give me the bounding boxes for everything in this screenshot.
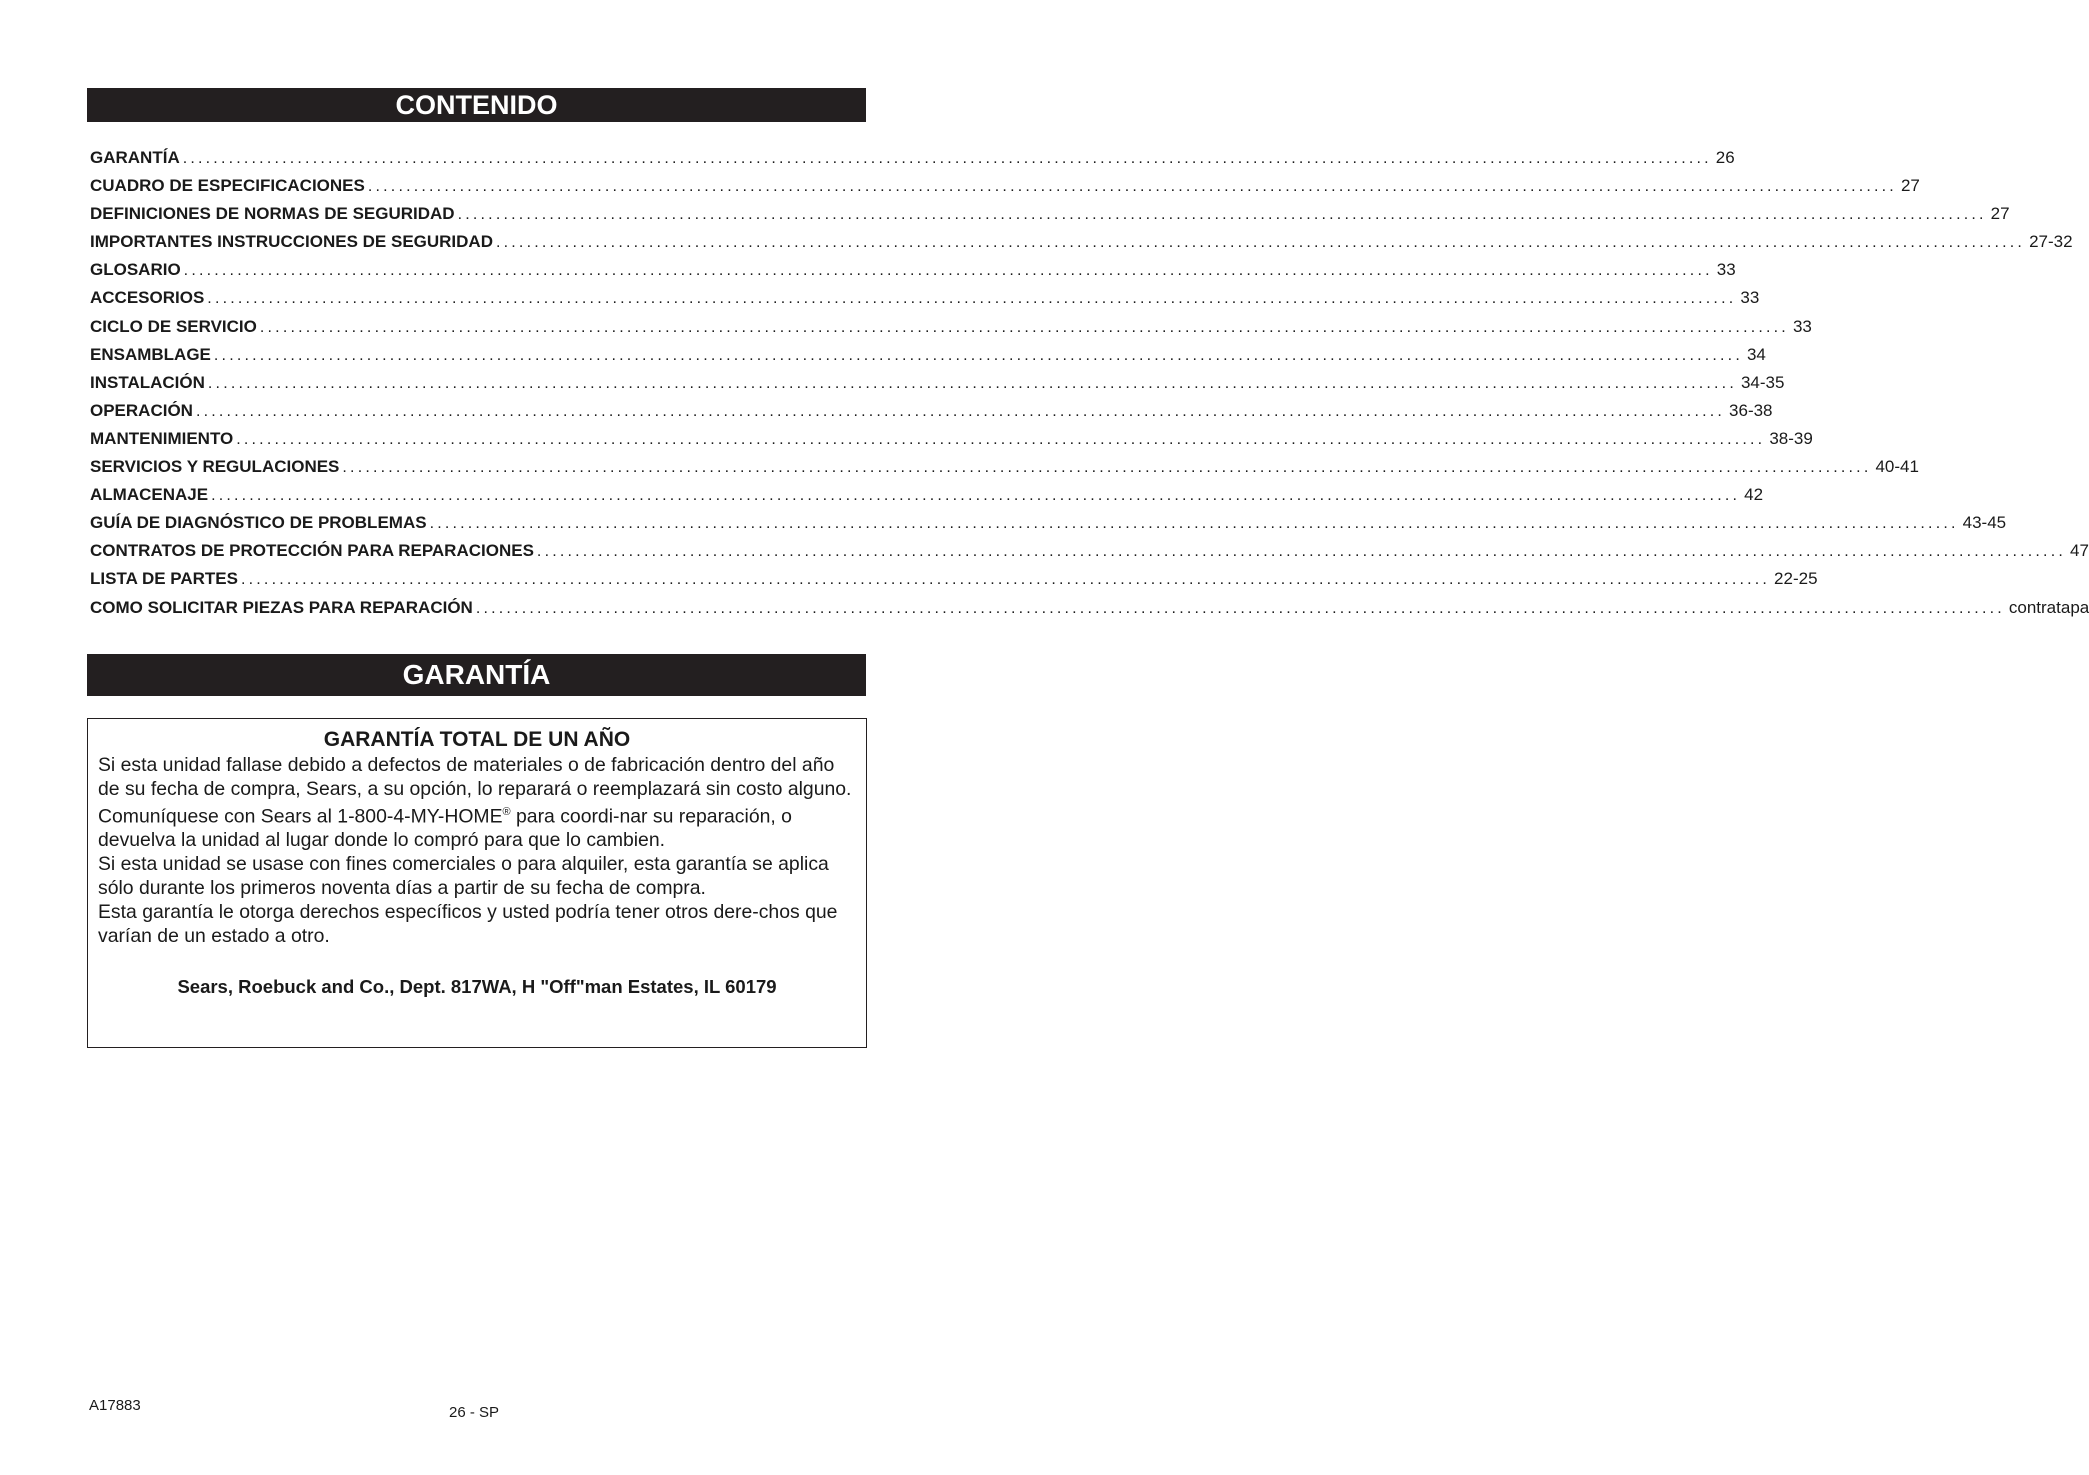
warranty-box — [87, 718, 867, 1048]
toc-entry-page: 43-45 — [1962, 513, 2007, 533]
toc-entry — [90, 176, 1920, 204]
toc-entry-label: GLOSARIO — [90, 260, 181, 280]
toc-entry-label: GUÍA DE DIAGNÓSTICO DE PROBLEMAS — [90, 513, 427, 533]
toc-dot-leader: ........................................................................................................................................................................................................ — [207, 290, 1737, 308]
warranty-title: GARANTÍA TOTAL DE UN AÑO — [323, 728, 631, 751]
toc-dot-leader: ........................................................................................................................................................................................................ — [195, 402, 1726, 420]
toc-entry-label: CONTRATOS DE PROTECCIÓN PARA REPARACIONES — [90, 541, 534, 561]
toc-dot-leader: ........................................................................................................................................................................................................ — [429, 515, 1959, 533]
toc-dot-leader: ........................................................................................................................................................................................................ — [240, 571, 1771, 589]
toc-entry-label: INSTALACIÓN — [90, 372, 205, 392]
toc-entry — [90, 513, 2007, 541]
toc-entry-label: ALMACENAJE — [90, 485, 209, 505]
toc-dot-leader: ........................................................................................................................................................................................................ — [213, 346, 1743, 364]
toc-entry — [90, 541, 2089, 569]
document-code: A17883 — [89, 1397, 141, 1414]
toc-entry-label: LISTA DE PARTES — [90, 569, 238, 589]
toc-entry-page: 40-41 — [1875, 457, 1919, 477]
toc-dot-leader: ........................................................................................................................................................................................................ — [367, 178, 1897, 196]
toc-entry-page: 27 — [1900, 176, 1920, 196]
warranty-paragraph-1 — [98, 754, 856, 852]
toc-entry-page: 47 — [2069, 541, 2089, 561]
toc-entry-page: 33 — [1740, 288, 1760, 308]
warranty-paragraph-1-start: Si esta unidad fallase debido a defectos de materiales o de fabricación dentro del año de su fecha de compra, Sears, a su opción, lo reparará o reemplazará sin costo alguno. Comuníquese con Sears al 1-800-4-MY-HOME — [98, 754, 852, 828]
warranty-address: Sears, Roebuck and Co., Dept. 817WA, H "Off"man Estates, IL 60179 — [177, 976, 777, 998]
toc-entry-page: 27-32 — [2029, 232, 2073, 252]
toc-entry-page: 34 — [1746, 344, 1766, 364]
toc-entry — [90, 485, 1764, 513]
toc-entry-label: DEFINICIONES DE NORMAS DE SEGURIDAD — [90, 204, 455, 224]
toc-entry-label: COMO SOLICITAR PIEZAS PARA REPARACIÓN — [90, 597, 473, 617]
toc-entry — [90, 428, 1813, 457]
contents-heading-banner — [87, 88, 866, 122]
toc-entry-label: ENSAMBLAGE — [90, 344, 211, 364]
toc-entry — [90, 457, 1919, 485]
warranty-heading-banner — [87, 654, 866, 696]
toc-entry — [90, 204, 2010, 232]
toc-entry-label: MANTENIMIENTO — [90, 428, 234, 448]
toc-entry — [90, 400, 1773, 429]
contents-heading: CONTENIDO — [395, 90, 558, 120]
toc-dot-leader: ........................................................................................................................................................................................................ — [259, 318, 1789, 336]
toc-entry-page: 22-25 — [1774, 569, 1818, 589]
toc-entry — [90, 569, 1818, 597]
page-number: 26 - SP — [449, 1404, 500, 1421]
table-of-contents — [90, 148, 2089, 626]
toc-entry — [90, 316, 1812, 345]
toc-entry — [90, 232, 2073, 260]
toc-dot-leader: ........................................................................................................................................................................................................ — [342, 459, 1872, 477]
toc-entry-page: 36-38 — [1729, 400, 1773, 420]
toc-entry — [90, 597, 2089, 626]
toc-entry — [90, 260, 1736, 288]
toc-entry-label: CICLO DE SERVICIO — [90, 316, 257, 336]
toc-entry — [90, 288, 1760, 316]
toc-dot-leader: ........................................................................................................................................................................................................ — [496, 234, 2026, 252]
toc-entry — [90, 344, 1766, 373]
warranty-paragraph-1-end: para coordi-nar su reparación, o devuelva la unidad al lugar donde lo compró para que lo cambien. — [98, 805, 792, 851]
toc-entry-label: GARANTÍA — [90, 148, 180, 167]
warranty-paragraph-3: Esta garantía le otorga derechos específicos y usted podría tener otros dere-chos que varían de un estado a otro. — [98, 901, 838, 947]
toc-entry — [90, 148, 1735, 176]
toc-dot-leader: ........................................................................................................................................................................................................ — [475, 599, 2005, 617]
toc-dot-leader: ........................................................................................................................................................................................................ — [207, 374, 1737, 392]
toc-dot-leader: ........................................................................................................................................................................................................ — [211, 487, 1741, 505]
warranty-paragraph-2: Si esta unidad se usase con fines comerciales o para alquiler, esta garantía se aplica sólo durante los primeros noventa días a partir de su fecha de compra. — [98, 853, 829, 899]
toc-entry-page: 34-35 — [1740, 372, 1785, 392]
toc-entry-page: contratapa — [2008, 597, 2089, 617]
toc-entry-page: 42 — [1744, 485, 1764, 505]
toc-entry — [90, 372, 1785, 401]
toc-entry-page: 33 — [1716, 260, 1736, 280]
toc-dot-leader: ........................................................................................................................................................................................................ — [536, 543, 2066, 561]
toc-dot-leader: ........................................................................................................................................................................................................ — [183, 262, 1713, 280]
toc-dot-leader: ........................................................................................................................................................................................................ — [457, 206, 1987, 224]
toc-entry-page: 33 — [1792, 316, 1812, 336]
toc-entry-label: SERVICIOS Y REGULACIONES — [90, 457, 340, 477]
registered-mark: ® — [502, 806, 511, 818]
toc-entry-label: CUADRO DE ESPECIFICACIONES — [90, 176, 365, 196]
toc-dot-leader: ........................................................................................................................................................................................................ — [182, 150, 1712, 167]
toc-entry-label: ACCESORIOS — [90, 288, 205, 308]
toc-entry-page: 38-39 — [1769, 428, 1813, 448]
toc-entry-label: IMPORTANTES INSTRUCCIONES DE SEGURIDAD — [90, 232, 493, 252]
toc-entry-page: 26 — [1715, 148, 1735, 167]
warranty-heading: GARANTÍA — [402, 659, 551, 690]
toc-dot-leader: ........................................................................................................................................................................................................ — [236, 430, 1766, 448]
toc-entry-page: 27 — [1990, 204, 2010, 224]
toc-entry-label: OPERACIÓN — [90, 400, 193, 420]
